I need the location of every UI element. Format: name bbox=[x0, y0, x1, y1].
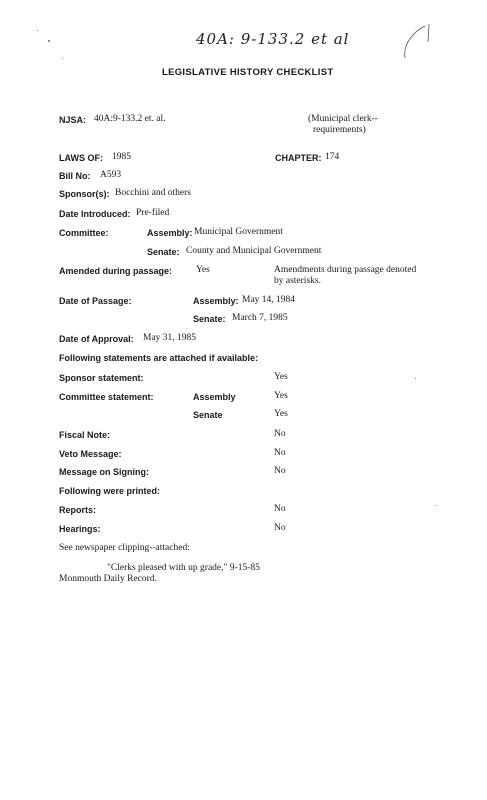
date-introduced-label: Date Introduced: bbox=[59, 209, 131, 219]
document-title: LEGISLATIVE HISTORY CHECKLIST bbox=[162, 67, 334, 78]
handwritten-citation: 40A: 9-133.2 et al bbox=[196, 30, 350, 48]
sponsors-label: Sponsor(s): bbox=[59, 189, 110, 199]
njsa-value: 40A:9-133.2 et. al. bbox=[94, 114, 166, 124]
passage-assembly-value: May 14, 1984 bbox=[242, 295, 296, 305]
bill-no-label: Bill No: bbox=[59, 171, 91, 181]
newspaper-intro: See newspaper clipping--attached: bbox=[59, 543, 190, 553]
following-printed-heading: Following were printed: bbox=[59, 486, 160, 496]
sponsors-value: Bocchini and others bbox=[115, 188, 191, 198]
sponsor-statement-label: Sponsor statement: bbox=[59, 373, 144, 383]
veto-message-label: Veto Message: bbox=[59, 449, 122, 459]
bill-no-value: A593 bbox=[100, 170, 122, 180]
njsa-note-line1: (Municipal clerk-- bbox=[308, 114, 378, 124]
laws-of-value: 1985 bbox=[112, 152, 131, 162]
committee-assembly-value: Municipal Government bbox=[194, 227, 283, 237]
date-of-approval-label: Date of Approval: bbox=[59, 334, 134, 344]
message-on-signing-value: No bbox=[274, 466, 286, 476]
newspaper-clipping-source: Monmouth Daily Record. bbox=[59, 574, 157, 584]
sponsor-statement-value: Yes bbox=[274, 372, 288, 382]
scan-speck bbox=[62, 58, 63, 59]
laws-of-label: LAWS OF: bbox=[59, 153, 103, 163]
scan-speck bbox=[415, 378, 416, 379]
hearings-label: Hearings: bbox=[59, 524, 101, 534]
chapter-label: CHAPTER: bbox=[275, 153, 322, 163]
amended-label: Amended during passage: bbox=[59, 266, 173, 276]
hearings-value: No bbox=[274, 523, 286, 533]
fiscal-note-value: No bbox=[274, 429, 286, 439]
date-of-approval-value: May 31, 1985 bbox=[143, 333, 197, 343]
reports-value: No bbox=[274, 504, 286, 514]
scan-speck bbox=[436, 505, 437, 506]
committee-statement-senate-label: Senate bbox=[193, 410, 223, 420]
committee-statement-assembly-value: Yes bbox=[274, 391, 288, 401]
newspaper-clipping-title: "Clerks pleased with up grade," 9-15-85 bbox=[107, 563, 260, 573]
committee-statement-assembly-label: Assembly bbox=[193, 392, 236, 402]
njsa-label: NJSA: bbox=[59, 115, 87, 125]
committee-assembly-label: Assembly: bbox=[147, 228, 193, 238]
passage-assembly-label: Assembly: bbox=[193, 296, 239, 306]
njsa-note-line2: requirements) bbox=[313, 125, 366, 135]
passage-senate-value: March 7, 1985 bbox=[232, 313, 288, 323]
following-attached-heading: Following statements are attached if available: bbox=[59, 353, 259, 363]
passage-senate-label: Senate: bbox=[193, 314, 226, 324]
scan-speck bbox=[37, 30, 38, 31]
fiscal-note-label: Fiscal Note: bbox=[59, 430, 111, 440]
veto-message-value: No bbox=[274, 448, 286, 458]
amended-note-line1: Amendments during passage denoted bbox=[274, 265, 417, 275]
pen-mark-icon bbox=[395, 22, 435, 62]
amended-value: Yes bbox=[196, 265, 210, 275]
committee-senate-label: Senate: bbox=[147, 247, 180, 257]
committee-label: Committee: bbox=[59, 228, 109, 238]
message-on-signing-label: Message on Signing: bbox=[59, 467, 150, 477]
amended-note-line2: by asterisks. bbox=[274, 276, 321, 286]
date-introduced-value: Pre-filed bbox=[136, 208, 170, 218]
committee-statement-senate-value: Yes bbox=[274, 409, 288, 419]
committee-statement-label: Committee statement: bbox=[59, 392, 154, 402]
chapter-value: 174 bbox=[325, 152, 340, 162]
reports-label: Reports: bbox=[59, 505, 97, 515]
committee-senate-value: County and Municipal Government bbox=[186, 246, 322, 256]
date-of-passage-label: Date of Passage: bbox=[59, 296, 132, 306]
scan-speck bbox=[48, 40, 50, 42]
